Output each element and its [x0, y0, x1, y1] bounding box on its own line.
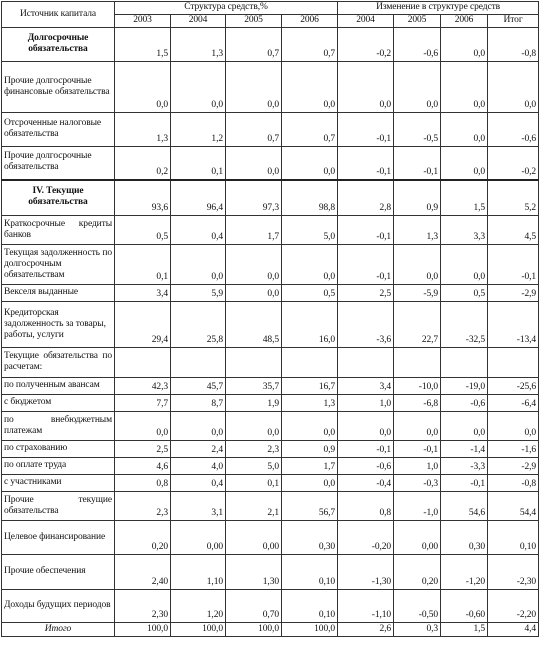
- structure-value-cell: 0,0: [282, 147, 338, 180]
- change-value-cell: -0,2: [488, 147, 539, 180]
- table-row: [2, 302, 539, 348]
- table-row: [2, 245, 539, 285]
- change-value-cell: -5,9: [394, 285, 441, 302]
- change-value-cell: 0,0: [441, 62, 488, 113]
- table-row: [2, 113, 539, 147]
- change-value-cell: [394, 348, 441, 378]
- change-value-cell: -0,1: [488, 245, 539, 285]
- row-label: по полученным авансам: [2, 378, 115, 395]
- table-row: [2, 475, 539, 492]
- change-value-cell: 0,0: [394, 245, 441, 285]
- structure-value-cell: 2,1: [226, 492, 282, 521]
- structure-value-cell: 29,4: [115, 302, 171, 348]
- structure-value-cell: 1,3: [115, 113, 171, 147]
- structure-value-cell: 0,8: [115, 475, 171, 492]
- structure-value-cell: 0,0: [171, 412, 226, 441]
- row-label: Прочие долгосрочные финансовые обязательства: [2, 62, 115, 113]
- structure-value-cell: 0,10: [282, 555, 338, 590]
- structure-value-cell: 16,7: [282, 378, 338, 395]
- structure-value-cell: [115, 348, 171, 378]
- table-row: [2, 555, 539, 590]
- table-row: [2, 378, 539, 395]
- change-value-cell: -1,6: [488, 441, 539, 458]
- row-label: Отсроченные налоговые обязательства: [2, 113, 115, 147]
- change-value-cell: 1,0: [338, 395, 394, 412]
- change-value-cell: -1,4: [441, 441, 488, 458]
- change-value-cell: 5,2: [488, 180, 539, 216]
- row-label: Итого: [2, 623, 115, 637]
- table-row: [2, 441, 539, 458]
- table-row: [2, 62, 539, 113]
- change-value-cell: -1,0: [394, 492, 441, 521]
- change-value-cell: 0,0: [441, 28, 488, 62]
- structure-value-cell: 0,1: [171, 147, 226, 180]
- change-value-cell: 1,5: [441, 623, 488, 637]
- change-value-cell: 4,5: [488, 216, 539, 245]
- structure-value-cell: 0,4: [171, 216, 226, 245]
- change-value-cell: -0,6: [488, 113, 539, 147]
- structure-value-cell: 0,0: [115, 412, 171, 441]
- structure-value-cell: 97,3: [226, 180, 282, 216]
- structure-value-cell: 0,7: [282, 28, 338, 62]
- change-value-cell: -6,4: [488, 395, 539, 412]
- change-column-header: 2005: [394, 15, 441, 28]
- structure-value-cell: 0,70: [226, 590, 282, 623]
- structure-value-cell: 0,0: [226, 285, 282, 302]
- row-label: Векселя выданные: [2, 285, 115, 302]
- change-value-cell: 0,0: [488, 412, 539, 441]
- change-value-cell: -6,8: [394, 395, 441, 412]
- structure-value-cell: 5,0: [226, 458, 282, 475]
- structure-value-cell: 100,0: [226, 623, 282, 637]
- change-value-cell: -0,1: [338, 216, 394, 245]
- structure-value-cell: 7,7: [115, 395, 171, 412]
- structure-value-cell: 16,0: [282, 302, 338, 348]
- row-label: Прочие долгосрочные обязательства: [2, 147, 115, 180]
- structure-value-cell: 2,4: [171, 441, 226, 458]
- change-value-cell: 0,20: [394, 555, 441, 590]
- row-label: Долгосрочные обязательства: [2, 28, 115, 62]
- table-row: [2, 348, 539, 378]
- structure-value-cell: 0,5: [115, 216, 171, 245]
- structure-value-cell: 0,00: [226, 521, 282, 555]
- structure-value-cell: 56,7: [282, 492, 338, 521]
- table-row: [2, 412, 539, 441]
- change-value-cell: -0,1: [338, 113, 394, 147]
- change-value-cell: -25,6: [488, 378, 539, 395]
- table-body: [2, 28, 539, 637]
- structure-value-cell: 8,7: [171, 395, 226, 412]
- structure-value-cell: 100,0: [282, 623, 338, 637]
- structure-value-cell: 25,8: [171, 302, 226, 348]
- structure-value-cell: 1,2: [171, 113, 226, 147]
- structure-value-cell: 0,0: [171, 245, 226, 285]
- structure-value-cell: 0,4: [171, 475, 226, 492]
- change-value-cell: -0,8: [488, 475, 539, 492]
- change-group-header: Изменение в структуре средств: [338, 2, 539, 15]
- change-value-cell: -0,2: [338, 28, 394, 62]
- structure-value-cell: 0,0: [226, 62, 282, 113]
- row-label: Текущая задолженность по долгосрочным обязательствам: [2, 245, 115, 285]
- change-value-cell: 0,0: [488, 62, 539, 113]
- structure-value-cell: 1,7: [226, 216, 282, 245]
- structure-value-cell: 45,7: [171, 378, 226, 395]
- structure-value-cell: [226, 348, 282, 378]
- source-column-header: Источник капитала: [2, 2, 115, 28]
- structure-value-cell: 1,5: [115, 28, 171, 62]
- change-value-cell: -0,6: [338, 458, 394, 475]
- change-value-cell: -2,30: [488, 555, 539, 590]
- row-label: по страхованию: [2, 441, 115, 458]
- change-value-cell: 0,8: [338, 492, 394, 521]
- structure-value-cell: 0,7: [226, 28, 282, 62]
- change-value-cell: 2,5: [338, 285, 394, 302]
- structure-value-cell: 0,5: [282, 285, 338, 302]
- structure-value-cell: 0,10: [282, 590, 338, 623]
- table-row: [2, 395, 539, 412]
- change-value-cell: 0,30: [441, 521, 488, 555]
- change-value-cell: 0,0: [394, 412, 441, 441]
- structure-year-header: 2006: [282, 15, 338, 28]
- change-value-cell: -0,1: [441, 475, 488, 492]
- structure-group-header: Структура средств,%: [115, 2, 338, 15]
- table-row: [2, 521, 539, 555]
- structure-value-cell: 0,1: [115, 245, 171, 285]
- structure-value-cell: 0,1: [226, 475, 282, 492]
- change-value-cell: -0,8: [488, 28, 539, 62]
- row-label: Целевое финансирование: [2, 521, 115, 555]
- change-value-cell: -2,9: [488, 285, 539, 302]
- change-column-header: 2006: [441, 15, 488, 28]
- change-value-cell: 54,6: [441, 492, 488, 521]
- structure-value-cell: 0,0: [226, 245, 282, 285]
- table-row: [2, 492, 539, 521]
- structure-value-cell: 4,6: [115, 458, 171, 475]
- change-column-header: 2004: [338, 15, 394, 28]
- capital-structure-table: [1, 1, 539, 637]
- structure-value-cell: 2,3: [226, 441, 282, 458]
- structure-value-cell: 0,2: [115, 147, 171, 180]
- change-value-cell: 1,3: [394, 216, 441, 245]
- table-row: [2, 458, 539, 475]
- table-row: [2, 28, 539, 62]
- row-label: с участниками: [2, 475, 115, 492]
- change-value-cell: -1,10: [338, 590, 394, 623]
- structure-value-cell: 0,0: [171, 62, 226, 113]
- row-label: по внебюджетным платежам: [2, 412, 115, 441]
- row-label: Кредиторская задолженность за товары, работы, услуги: [2, 302, 115, 348]
- change-value-cell: 3,3: [441, 216, 488, 245]
- change-value-cell: -0,20: [338, 521, 394, 555]
- structure-value-cell: [282, 348, 338, 378]
- structure-value-cell: 2,40: [115, 555, 171, 590]
- structure-value-cell: 100,0: [171, 623, 226, 637]
- structure-value-cell: 93,6: [115, 180, 171, 216]
- structure-value-cell: 96,4: [171, 180, 226, 216]
- structure-value-cell: 1,9: [226, 395, 282, 412]
- structure-value-cell: 1,10: [171, 555, 226, 590]
- structure-value-cell: 0,0: [282, 412, 338, 441]
- structure-value-cell: 0,0: [282, 475, 338, 492]
- structure-value-cell: 2,5: [115, 441, 171, 458]
- row-label: IV. Текущие обязательства: [2, 180, 115, 216]
- structure-year-header: 2004: [171, 15, 226, 28]
- change-value-cell: [441, 348, 488, 378]
- change-value-cell: 22,7: [394, 302, 441, 348]
- change-value-cell: 0,0: [441, 113, 488, 147]
- structure-value-cell: 0,30: [282, 521, 338, 555]
- change-value-cell: -1,20: [441, 555, 488, 590]
- structure-value-cell: 4,0: [171, 458, 226, 475]
- row-label: с бюджетом: [2, 395, 115, 412]
- table-row: [2, 216, 539, 245]
- row-label: Краткосрочные кредиты банков: [2, 216, 115, 245]
- change-value-cell: 0,0: [338, 412, 394, 441]
- structure-value-cell: 5,9: [171, 285, 226, 302]
- structure-value-cell: 35,7: [226, 378, 282, 395]
- change-value-cell: -0,1: [394, 441, 441, 458]
- structure-value-cell: [171, 348, 226, 378]
- change-value-cell: -0,5: [394, 113, 441, 147]
- structure-value-cell: 3,1: [171, 492, 226, 521]
- structure-value-cell: 0,0: [115, 62, 171, 113]
- change-value-cell: -3,6: [338, 302, 394, 348]
- row-label: Прочие обеспечения: [2, 555, 115, 590]
- structure-value-cell: 0,0: [226, 147, 282, 180]
- structure-value-cell: 0,9: [282, 441, 338, 458]
- change-value-cell: 54,4: [488, 492, 539, 521]
- change-value-cell: -0,1: [338, 441, 394, 458]
- change-value-cell: -0,1: [338, 147, 394, 180]
- change-value-cell: 4,4: [488, 623, 539, 637]
- change-value-cell: -19,0: [441, 378, 488, 395]
- change-value-cell: -0,3: [394, 475, 441, 492]
- change-value-cell: 0,0: [441, 245, 488, 285]
- row-label: по оплате труда: [2, 458, 115, 475]
- table-row: [2, 285, 539, 302]
- change-value-cell: 2,6: [338, 623, 394, 637]
- change-value-cell: 0,5: [441, 285, 488, 302]
- structure-value-cell: 0,0: [282, 62, 338, 113]
- change-column-header: Итог: [488, 15, 539, 28]
- change-value-cell: 0,0: [441, 412, 488, 441]
- change-value-cell: -2,20: [488, 590, 539, 623]
- change-value-cell: -0,60: [441, 590, 488, 623]
- structure-value-cell: 1,20: [171, 590, 226, 623]
- structure-value-cell: 0,0: [282, 245, 338, 285]
- change-value-cell: -10,0: [394, 378, 441, 395]
- change-value-cell: [338, 348, 394, 378]
- structure-year-header: 2005: [226, 15, 282, 28]
- change-value-cell: 0,0: [394, 62, 441, 113]
- change-value-cell: -32,5: [441, 302, 488, 348]
- structure-value-cell: 3,4: [115, 285, 171, 302]
- change-value-cell: -1,30: [338, 555, 394, 590]
- change-value-cell: -0,6: [441, 395, 488, 412]
- structure-value-cell: 0,20: [115, 521, 171, 555]
- structure-value-cell: 0,7: [226, 113, 282, 147]
- change-value-cell: -0,6: [394, 28, 441, 62]
- row-label: Доходы будущих периодов: [2, 590, 115, 623]
- change-value-cell: 0,9: [394, 180, 441, 216]
- change-value-cell: -0,50: [394, 590, 441, 623]
- table-row: [2, 590, 539, 623]
- structure-value-cell: 98,8: [282, 180, 338, 216]
- change-value-cell: -0,1: [338, 245, 394, 285]
- structure-value-cell: 42,3: [115, 378, 171, 395]
- structure-value-cell: 1,3: [282, 395, 338, 412]
- change-value-cell: 0,10: [488, 521, 539, 555]
- change-value-cell: 2,8: [338, 180, 394, 216]
- change-value-cell: 3,4: [338, 378, 394, 395]
- change-value-cell: -13,4: [488, 302, 539, 348]
- row-label: Текущие обязательства по расчетам:: [2, 348, 115, 378]
- change-value-cell: -2,9: [488, 458, 539, 475]
- table-row: [2, 147, 539, 180]
- structure-value-cell: 2,3: [115, 492, 171, 521]
- change-value-cell: 1,5: [441, 180, 488, 216]
- change-value-cell: 0,3: [394, 623, 441, 637]
- change-value-cell: 1,0: [394, 458, 441, 475]
- structure-value-cell: 5,0: [282, 216, 338, 245]
- change-value-cell: -0,1: [394, 147, 441, 180]
- structure-value-cell: 48,5: [226, 302, 282, 348]
- change-value-cell: 0,0: [338, 62, 394, 113]
- table-row: [2, 623, 539, 637]
- structure-value-cell: 2,30: [115, 590, 171, 623]
- structure-value-cell: 0,0: [226, 412, 282, 441]
- structure-value-cell: 1,7: [282, 458, 338, 475]
- structure-value-cell: 0,00: [171, 521, 226, 555]
- row-label: Прочие текущие обязательства: [2, 492, 115, 521]
- change-value-cell: 0,0: [441, 147, 488, 180]
- change-value-cell: -0,4: [338, 475, 394, 492]
- change-value-cell: 0,00: [394, 521, 441, 555]
- structure-value-cell: 0,7: [282, 113, 338, 147]
- structure-value-cell: 100,0: [115, 623, 171, 637]
- structure-year-header: 2003: [115, 15, 171, 28]
- change-value-cell: -3,3: [441, 458, 488, 475]
- structure-value-cell: 1,3: [171, 28, 226, 62]
- table-row: [2, 180, 539, 216]
- structure-value-cell: 1,30: [226, 555, 282, 590]
- change-value-cell: [488, 348, 539, 378]
